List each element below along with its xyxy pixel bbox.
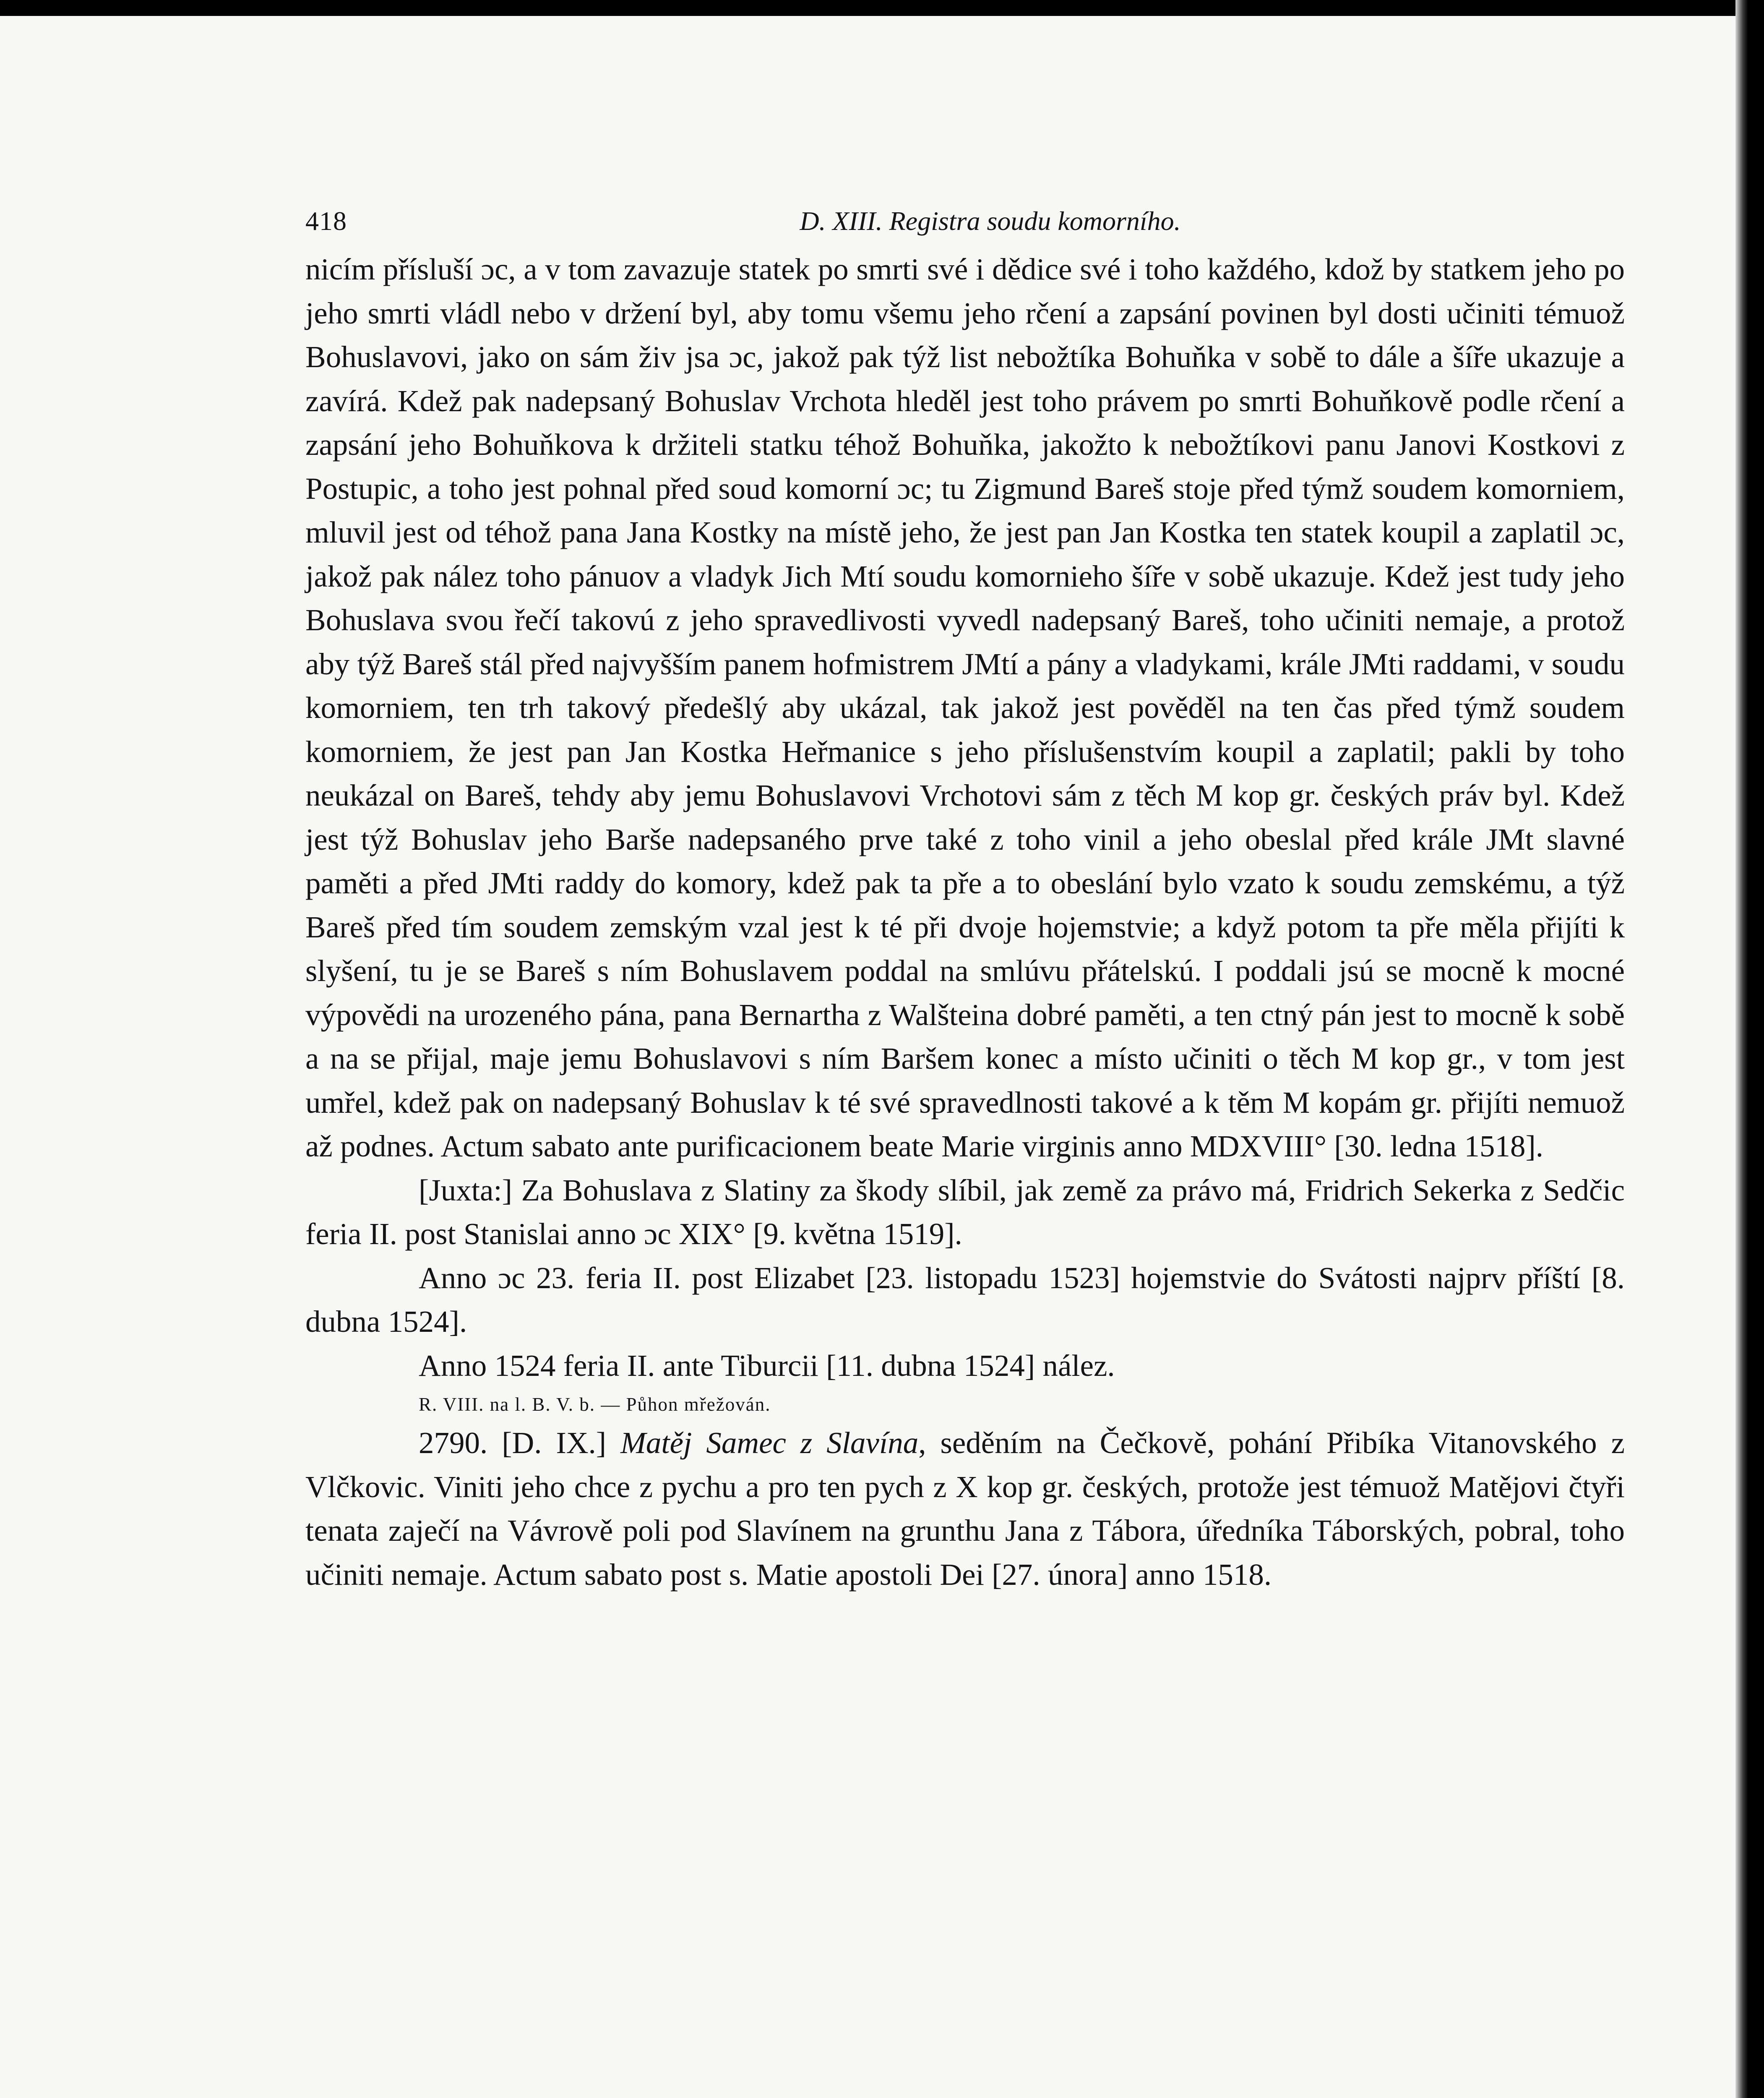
page-number: 418	[305, 206, 347, 236]
entry-title: Matěj Samec z Slavína	[620, 1426, 919, 1460]
paragraph-continuation: nicím přísluší ɔc, a v tom zavazuje statek po smrti své i dědice své i toho každého, kdož by statkem jeho po jeho smrti vládl nebo v držení byl, aby tomu všemu jeho rčení a zapsání povinen byl dosti učiniti témuož Bohuslavovi, jako on sám živ jsa ɔc, jakož pak týž list nebožtíka Bohuňka v sobě to dále a šíře ukazuje a zavírá. Kdež pak nadepsaný Bohuslav Vrchota hleděl jest toho právem po smrti Bohuňkově podle rčení a zapsání jeho Bohuňkova k držiteli statku téhož Bohuňka, jakožto k nebožtíkovi panu Janovi Kostkovi z Postupic, a toho jest pohnal před soud komorní ɔc; tu Zigmund Bareš stoje před týmž soudem komorniem, mluvil jest od téhož pana Jana Kostky na místě jeho, že jest pan Jan Kostka ten statek koupil a zaplatil ɔc, jakož pak nález toho pánuov a vladyk Jich Mtí soudu komornieho šíře v sobě ukazuje. Kdež jest tudy jeho Bohuslava svou řečí takovú z jeho spravedlivosti vyvedl nadepsaný Bareš, toho učiniti nemaje, a protož aby týž Bareš stál před najvyšším panem hofmistrem JMtí a pány a vladykami, krále JMti raddami, v soudu komorniem, ten trh takový předešlý aby ukázal, tak jakož jest pověděl na ten čas před týmž soudem komorniem, že jest pan Jan Kostka Heřmanice s jeho příslušenstvím koupil a zaplatil; pakli by toho neukázal on Bareš, tehdy aby jemu Bohuslavovi Vrchotovi sám z těch M kop gr. českých práv byl. Kdež jest týž Bohuslav jeho Barše nadepsaného prve také z toho vinil a jeho obeslal před krále JMt slavné paměti a před JMti raddy do komory, kdež pak ta pře a to obeslání bylo vzato k soudu zemskému, a týž Bareš před tím soudem zemským vzal jest k té při dvoje hojemstvie; a když potom ta pře měla přijíti k slyšení, tu je se Bareš s ním Bohuslavem poddal na smlúvu přátelskú. I poddali jsú se mocně k mocné výpovědi na urozeného pána, pana Bernartha z Walšteina dobré paměti, a ten ctný pán jest to mocně k sobě a na se přijal, maje jemu Bohuslavovi s ním Baršem konec a místo učiniti o těch M kop gr., v tom jest umřel, kdež pak on nadepsaný Bohuslav k té své spravedlnosti takové a k těm M kopám gr. přijíti nemuož až podnes. Actum sabato ante purificacionem beate Marie virginis anno MDXVIII° [30. ledna 1518].	[305, 252, 1625, 1163]
paragraph-anno-1524: Anno 1524 feria II. ante Tiburcii [11. dubna 1524] nález.	[419, 1348, 1115, 1383]
entry-2790	[305, 1421, 1625, 1597]
scan-border-right	[1735, 0, 1764, 2098]
entry-text: , seděním na Čečkově, pohání Přibíka Vitanovského z Vlčkovic. Viniti jeho chce z pychu a pro ten pych z X kop gr. českých, protože jest témuož Matějovi čtyři tenata zaječí na Vávrově poli pod Slavínem na grunthu Jana z Tábora, úředníka Táborských, pobral, toho učiniti nemaje. Actum sabato post s. Matie apostoli Dei [27. února] anno 1518.	[305, 1426, 1625, 1592]
paragraph-juxta: [Juxta:] Za Bohuslava z Slatiny za škody slíbil, jak země za právo má, Fridrich Sekerka z Sedčic feria II. post Stanislai anno ɔc XIX° [9. května 1519].	[305, 1173, 1625, 1251]
entry-number: 2790. [D. IX.]	[419, 1426, 621, 1460]
scan-border-top	[0, 0, 1764, 16]
source-note: R. VIII. na l. B. V. b. — Půhon mřežován.	[419, 1394, 771, 1415]
document-page	[305, 197, 1625, 2060]
page-header	[305, 197, 1625, 248]
body-text	[305, 248, 1625, 1597]
paragraph-anno-23: Anno ɔc 23. feria II. post Elizabet [23. listopadu 1523] hojemstvie do Svátosti najprv příští [8. dubna 1524].	[305, 1260, 1625, 1339]
running-title: D. XIII. Registra soudu komorního.	[800, 206, 1181, 236]
